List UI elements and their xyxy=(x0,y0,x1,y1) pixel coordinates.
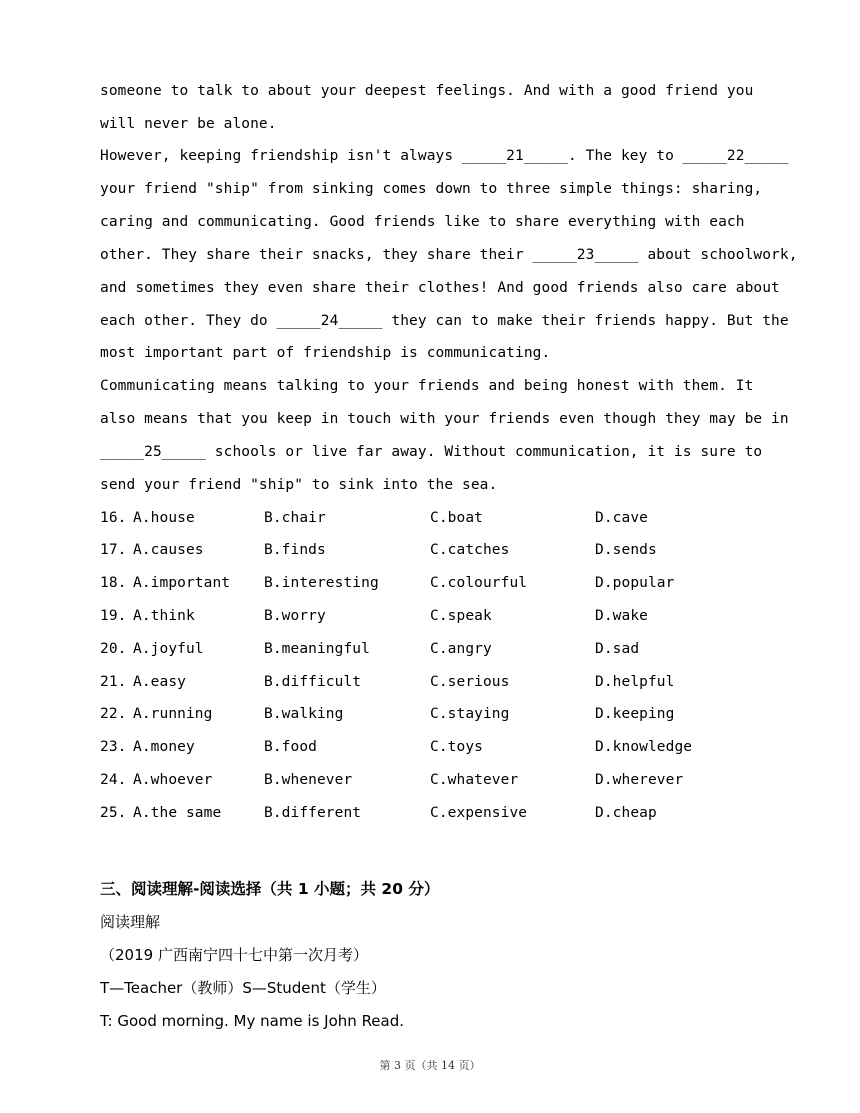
option-d: D.knowledge xyxy=(595,739,693,755)
option-a: A.house xyxy=(133,510,195,526)
option-a: A.money xyxy=(133,739,195,755)
question-row-24 xyxy=(100,770,800,790)
option-a: A.the same xyxy=(133,805,222,821)
passage-line: someone to talk to about your deepest feelings. And with a good friend you xyxy=(100,83,754,99)
passage-line: and sometimes they even share their clothes! And good friends also care about xyxy=(100,280,780,296)
option-c: C.whatever xyxy=(430,772,519,788)
question-number: 16. xyxy=(100,510,127,526)
page-footer: 第 3 页（共 14 页） xyxy=(379,1059,481,1072)
option-d: D.keeping xyxy=(595,706,675,722)
option-d: D.popular xyxy=(595,575,675,591)
option-d: D.sends xyxy=(595,542,657,558)
passage-line: will never be alone. xyxy=(100,116,277,132)
section-heading: 三、阅读理解-阅读选择（共 1 小题；共 20 分） xyxy=(100,880,440,898)
option-c: C.speak xyxy=(430,608,492,624)
option-b: B.worry xyxy=(264,608,326,624)
option-c: C.serious xyxy=(430,674,510,690)
question-row-21 xyxy=(100,672,800,692)
option-a: A.easy xyxy=(133,674,186,690)
option-a: A.think xyxy=(133,608,195,624)
passage-line: other. They share their snacks, they share their _____23_____ about schoolwork, xyxy=(100,247,798,263)
option-b: B.meaningful xyxy=(264,641,370,657)
option-b: B.finds xyxy=(264,542,326,558)
option-d: D.sad xyxy=(595,641,640,657)
question-row-25 xyxy=(100,803,800,823)
question-number: 17. xyxy=(100,542,127,558)
question-row-23 xyxy=(100,737,800,757)
question-row-18 xyxy=(100,573,800,593)
passage-line: also means that you keep in touch with your friends even though they may be in xyxy=(100,411,789,427)
option-c: C.colourful xyxy=(430,575,528,591)
option-c: C.catches xyxy=(430,542,510,558)
question-number: 21. xyxy=(100,674,127,690)
option-b: B.walking xyxy=(264,706,344,722)
option-a: A.running xyxy=(133,706,213,722)
dialogue-line: T: Good morning. My name is John Read. xyxy=(100,1012,405,1030)
option-d: D.cave xyxy=(595,510,648,526)
option-c: C.toys xyxy=(430,739,483,755)
passage-line: each other. They do _____24_____ they can to make their friends happy. But the xyxy=(100,313,789,329)
option-b: B.whenever xyxy=(264,772,353,788)
option-d: D.helpful xyxy=(595,674,675,690)
question-number: 20. xyxy=(100,641,127,657)
option-a: A.joyful xyxy=(133,641,204,657)
question-row-22 xyxy=(100,704,800,724)
question-row-20 xyxy=(100,639,800,659)
question-number: 19. xyxy=(100,608,127,624)
question-number: 24. xyxy=(100,772,127,788)
passage-line: Communicating means talking to your friends and being honest with them. It xyxy=(100,378,754,394)
passage-line: your friend "ship" from sinking comes down to three simple things: sharing, xyxy=(100,181,763,197)
question-row-19 xyxy=(100,606,800,626)
passage-line: _____25_____ schools or live far away. Without communication, it is sure to xyxy=(100,444,763,460)
source-note: （2019 广西南宁四十七中第一次月考） xyxy=(100,946,368,964)
option-b: B.interesting xyxy=(264,575,379,591)
option-c: C.boat xyxy=(430,510,483,526)
option-d: D.cheap xyxy=(595,805,657,821)
question-number: 22. xyxy=(100,706,127,722)
option-b: B.difficult xyxy=(264,674,362,690)
option-d: D.wake xyxy=(595,608,648,624)
section-subheading: 阅读理解 xyxy=(100,913,161,931)
option-c: C.angry xyxy=(430,641,492,657)
passage-line: caring and communicating. Good friends like to share everything with each xyxy=(100,214,745,230)
question-row-17 xyxy=(100,540,800,560)
option-a: A.causes xyxy=(133,542,204,558)
option-a: A.important xyxy=(133,575,231,591)
option-b: B.chair xyxy=(264,510,326,526)
option-d: D.wherever xyxy=(595,772,684,788)
dialogue-legend: T—Teacher（教师）S—Student（学生） xyxy=(100,979,386,997)
passage-line: most important part of friendship is communicating. xyxy=(100,345,551,361)
question-number: 25. xyxy=(100,805,127,821)
option-b: B.different xyxy=(264,805,362,821)
option-c: C.staying xyxy=(430,706,510,722)
passage-line: However, keeping friendship isn't always _____21_____. The key to _____22_____ xyxy=(100,148,789,164)
option-a: A.whoever xyxy=(133,772,213,788)
question-number: 18. xyxy=(100,575,127,591)
question-row-16 xyxy=(100,508,800,528)
question-number: 23. xyxy=(100,739,127,755)
option-b: B.food xyxy=(264,739,317,755)
option-c: C.expensive xyxy=(430,805,528,821)
passage-line: send your friend "ship" to sink into the sea. xyxy=(100,477,498,493)
